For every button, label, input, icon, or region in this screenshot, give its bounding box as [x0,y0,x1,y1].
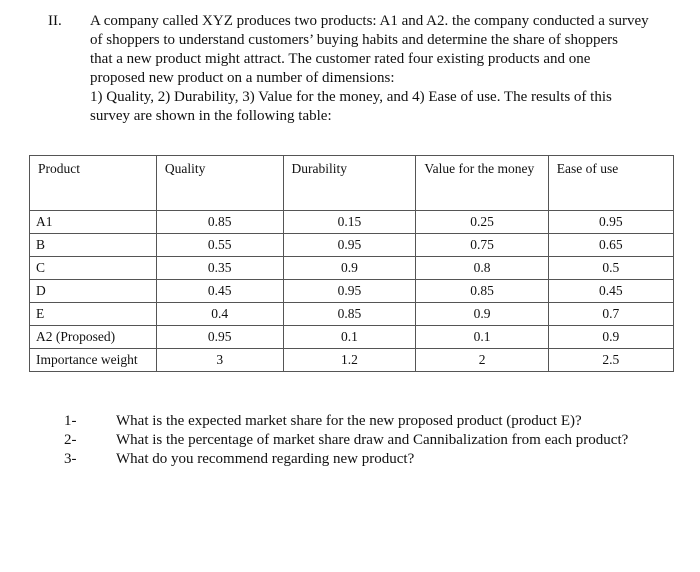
rating-cell: 0.95 [548,211,673,234]
rating-cell: 0.7 [548,303,673,326]
table-row [30,326,674,349]
question-item [64,431,684,450]
rating-cell: 1.2 [283,349,416,372]
intro-line: survey are shown in the following table: [90,108,332,124]
question-item [64,412,684,431]
question-text: What is the expected market share for the new proposed product (product E)? [116,413,582,429]
intro-line: of shoppers to understand customers’ buying habits and determine the share of shoppers [90,32,618,48]
rating-cell: 0.75 [416,234,548,257]
header-product: Product [30,156,157,211]
header-value-for-money: Value for the money [416,156,548,211]
intro-line: II. A company called XYZ produces two products: A1 and A2. the company conducted a survey [48,13,649,29]
rating-cell: 0.35 [156,257,283,280]
rating-cell: 0.25 [416,211,548,234]
rating-cell: 2.5 [548,349,673,372]
intro-line: that a new product might attract. The customer rated four existing products and one [90,51,591,67]
rating-cell: 0.55 [156,234,283,257]
table-row [30,349,674,372]
rating-cell: 0.9 [416,303,548,326]
questions-list [64,412,684,469]
rating-cell: 0.1 [416,326,548,349]
rating-cell: 0.1 [283,326,416,349]
rating-cell: 0.85 [156,211,283,234]
product-name-cell: D [30,280,157,303]
rating-cell: 2 [416,349,548,372]
product-name-cell: E [30,303,157,326]
product-name-cell: A2 (Proposed) [30,326,157,349]
question-number: 3- [64,451,77,467]
rating-cell: 0.85 [416,280,548,303]
header-ease-of-use: Ease of use [548,156,673,211]
rating-cell: 0.45 [548,280,673,303]
survey-results-table [29,155,674,372]
rating-cell: 0.45 [156,280,283,303]
rating-cell: 0.65 [548,234,673,257]
table-row [30,257,674,280]
question-number: 2- [64,432,77,448]
table-row [30,234,674,257]
rating-cell: 0.4 [156,303,283,326]
rating-cell: 0.95 [156,326,283,349]
question-text: What is the percentage of market share draw and Cannibalization from each product? [116,432,629,448]
table-header-row [30,156,674,211]
product-name-cell: C [30,257,157,280]
table-row [30,303,674,326]
question-text: What do you recommend regarding new product? [116,451,415,467]
rating-cell: 0.15 [283,211,416,234]
rating-cell: 0.8 [416,257,548,280]
header-durability: Durability [283,156,416,211]
rating-cell: 0.9 [283,257,416,280]
table-body [30,211,674,372]
rating-cell: 0.9 [548,326,673,349]
rating-cell: 0.5 [548,257,673,280]
rating-cell: 0.85 [283,303,416,326]
rating-cell: 0.95 [283,280,416,303]
product-name-cell: B [30,234,157,257]
rating-cell: 3 [156,349,283,372]
product-name-cell: Importance weight [30,349,157,372]
intro-line: 1) Quality, 2) Durability, 3) Value for the money, and 4) Ease of use. The results of this [90,89,612,105]
product-name-cell: A1 [30,211,157,234]
question-item [64,450,684,469]
problem-number: II. [48,13,62,29]
table-row [30,280,674,303]
intro-line: proposed new product on a number of dimensions: [90,70,395,86]
table-row [30,211,674,234]
problem-statement [48,12,680,126]
header-quality: Quality [156,156,283,211]
rating-cell: 0.95 [283,234,416,257]
question-number: 1- [64,413,77,429]
